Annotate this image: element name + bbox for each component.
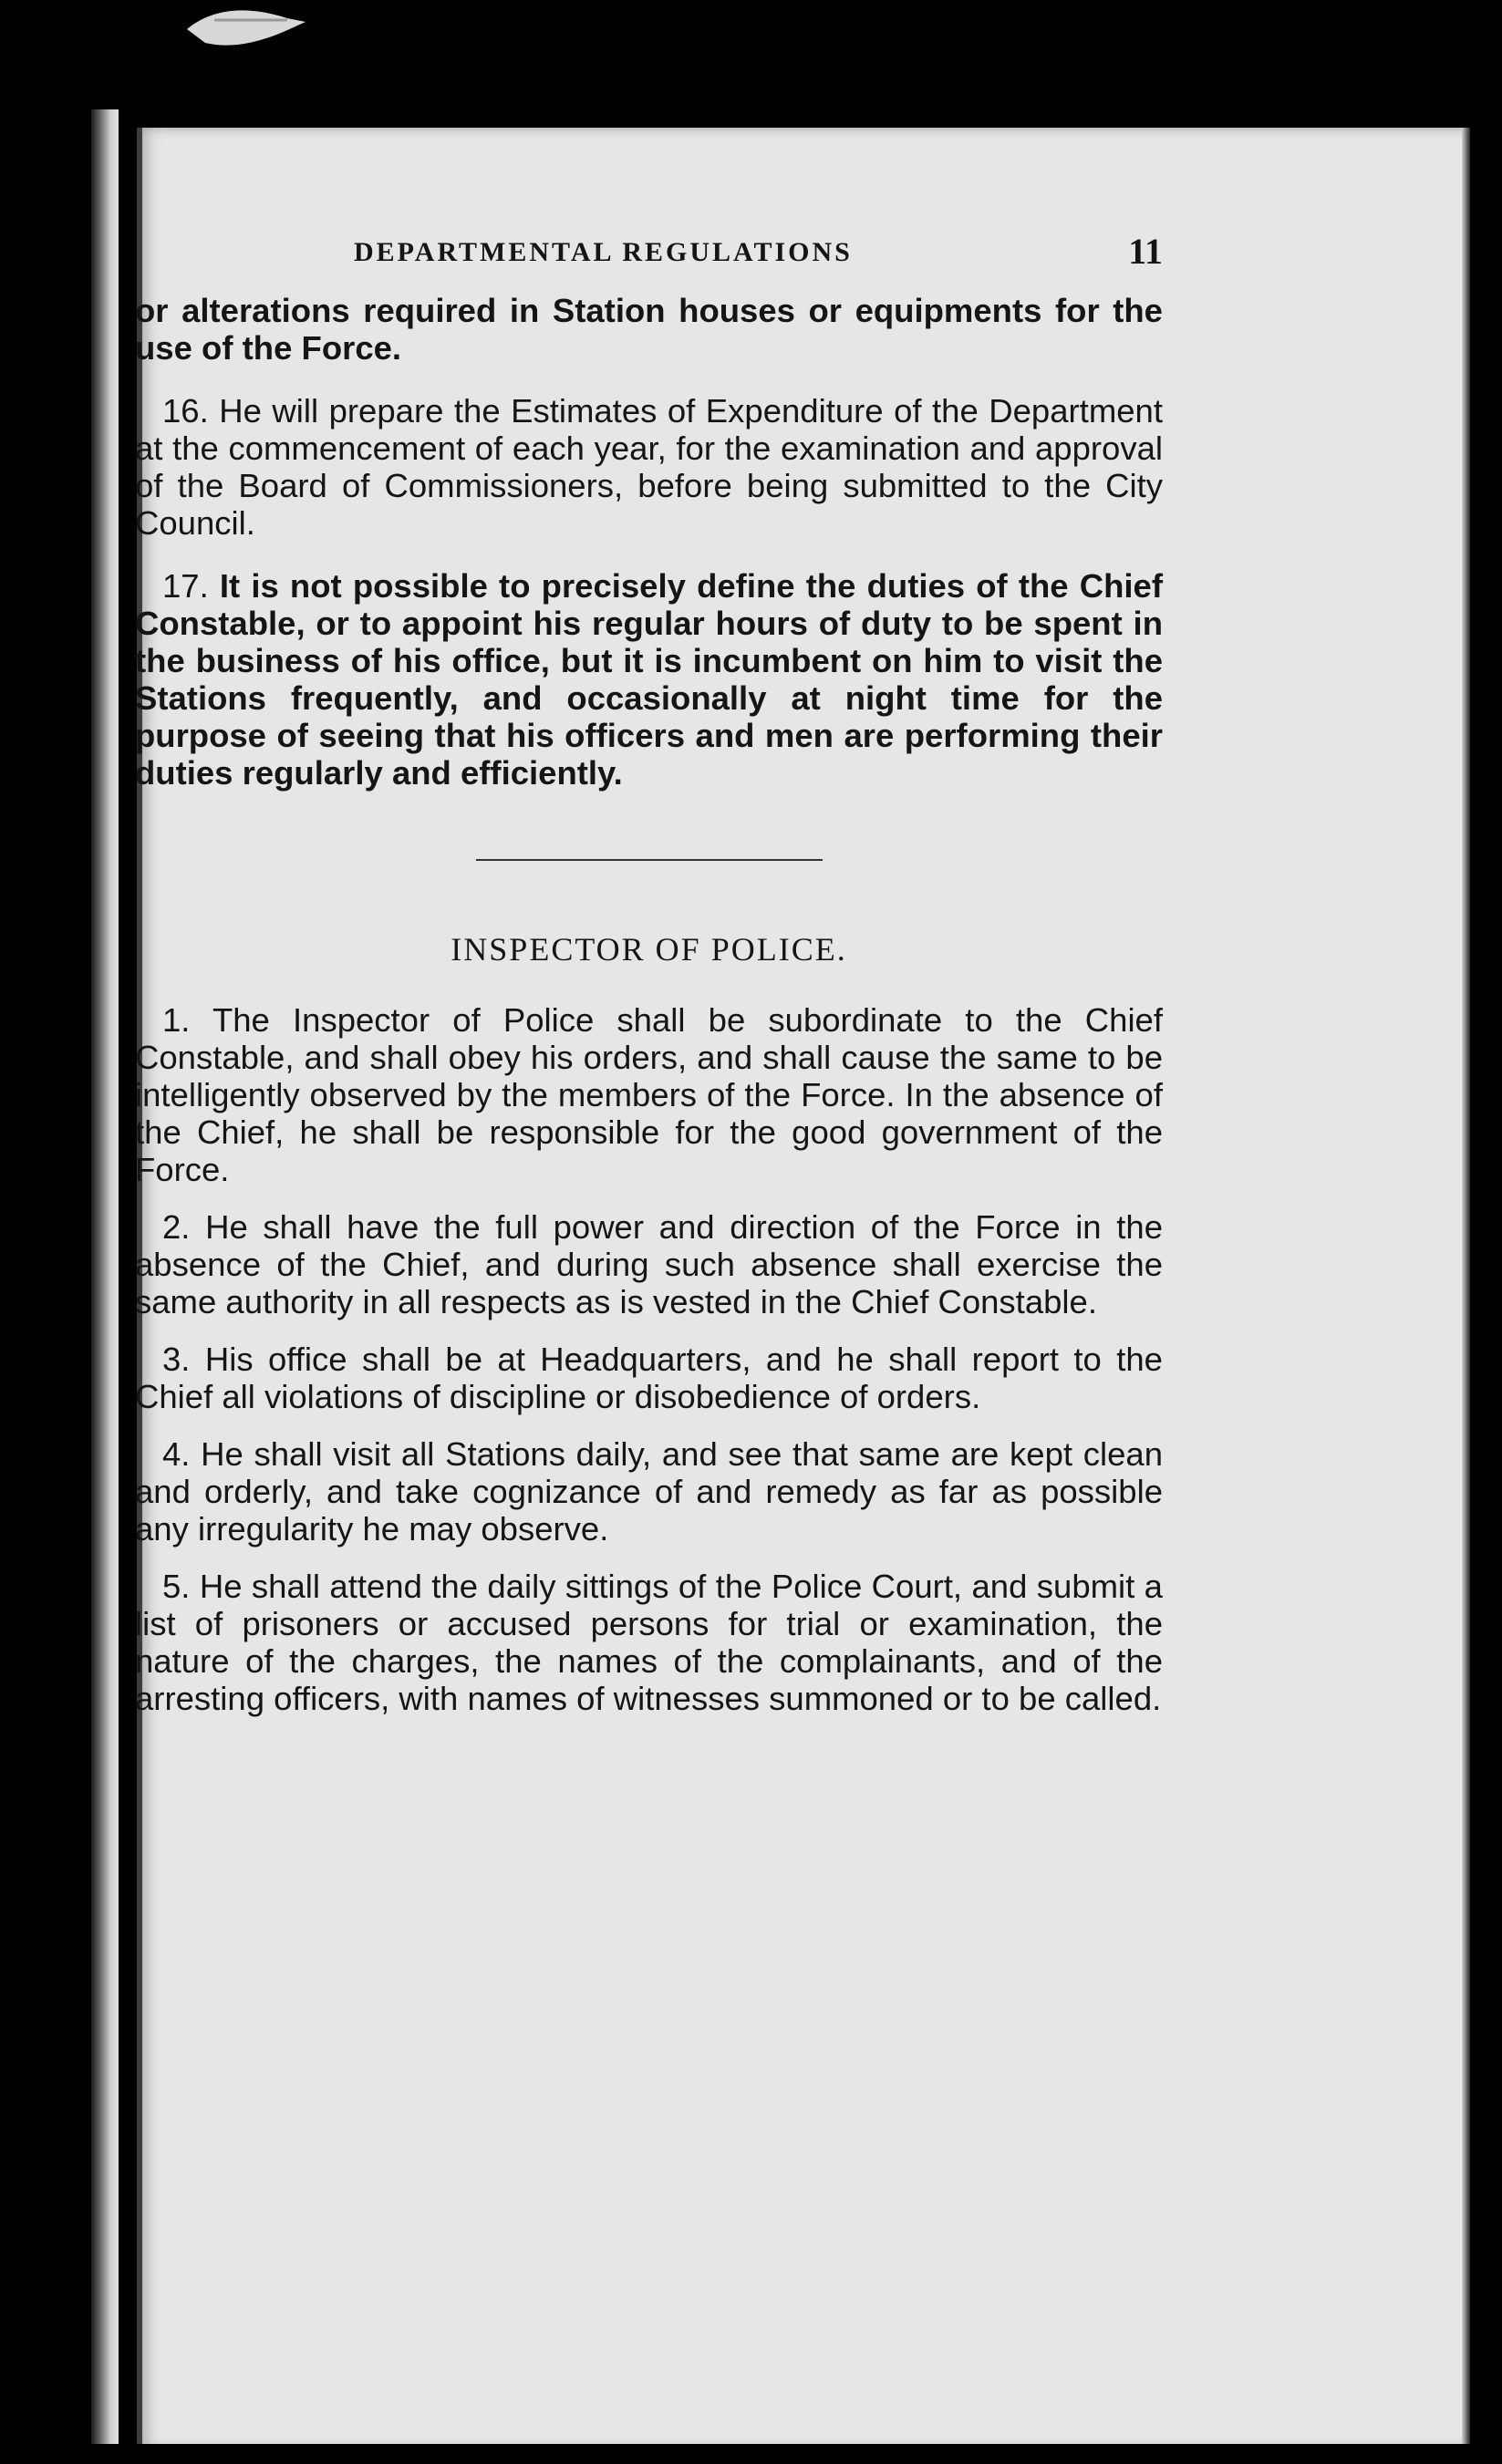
inspector-paragraph-5 (135, 1568, 1163, 1717)
paragraph-text: He shall have the full power and direction of the Force in the absence of the Chief, and during such absence shall exercise the same authority in all respects as is vested in the Chief Constable. (135, 1208, 1163, 1320)
book-gutter (91, 109, 119, 2444)
running-head-title: DEPARTMENTAL REGULATIONS (354, 237, 853, 267)
section-heading: INSPECTOR OF POLICE. (451, 931, 847, 968)
inspector-paragraph-4 (135, 1435, 1163, 1548)
paragraph-text: He shall visit all Stations daily, and see that same are kept clean and orderly, and take cognizance of and remedy as far as possible any irregularity he may observe. (135, 1435, 1163, 1548)
paragraph-text: His office shall be at Headquarters, and he shall report to the Chief all violations of discipline or disobedience of orders. (135, 1341, 1163, 1415)
paragraph-text: The Inspector of Police shall be subordinate to the Chief Constable, and shall obey his orders, and shall cause the same to be intelligently observed by the members of the Force. In the absence of the Chief, he shall be responsible for the good government of the Force. (135, 1001, 1163, 1188)
continued-paragraph: or alterations required in Station houses or equipments for the use of the Force. (135, 292, 1163, 367)
paragraph-text: He shall attend the daily sittings of the Police Court, and submit a list of prisoners or accused persons for trial or examination, the nature of the charges, the names of the complainants, and of the arresting officers, with names of witnesses summoned or to be called. (135, 1568, 1163, 1717)
inspector-paragraph-1 (135, 1001, 1163, 1188)
paragraph-number: 2. (162, 1208, 191, 1246)
paragraph-number: 5. (162, 1568, 191, 1605)
paragraph-number: 4. (162, 1435, 191, 1473)
paragraph-number: 1. (162, 1001, 191, 1039)
paragraph-text: He will prepare the Estimates of Expenditure of the Department at the commencement of each year, for the examination and approval of the Board of Commissioners, before being submitted to the City Council. (135, 392, 1163, 542)
inspector-paragraph-3 (135, 1341, 1163, 1415)
paragraph-number: 17. (162, 567, 209, 605)
inspector-paragraph-2 (135, 1208, 1163, 1320)
paragraph-text: It is not possible to precisely define the duties of the Chief Constable, or to appoint his regular hours of duty to be spent in the business of his office, but it is incumbent on him to visit the Stations frequently, and occasionally at night time for the purpose of seeing that his officers and men are performing their duties regularly and efficiently. (135, 567, 1163, 792)
page-right-edge (1462, 128, 1470, 2444)
paragraph-17 (135, 567, 1163, 792)
page-number: 11 (1128, 231, 1163, 272)
page-content (135, 231, 1163, 1717)
paragraph-number: 16. (162, 392, 209, 430)
paragraph-number: 3. (162, 1341, 191, 1378)
paragraph-16 (135, 392, 1163, 542)
running-head (135, 231, 1163, 292)
section-divider-rule (476, 859, 823, 861)
scanner-clip-mark (178, 2, 315, 66)
